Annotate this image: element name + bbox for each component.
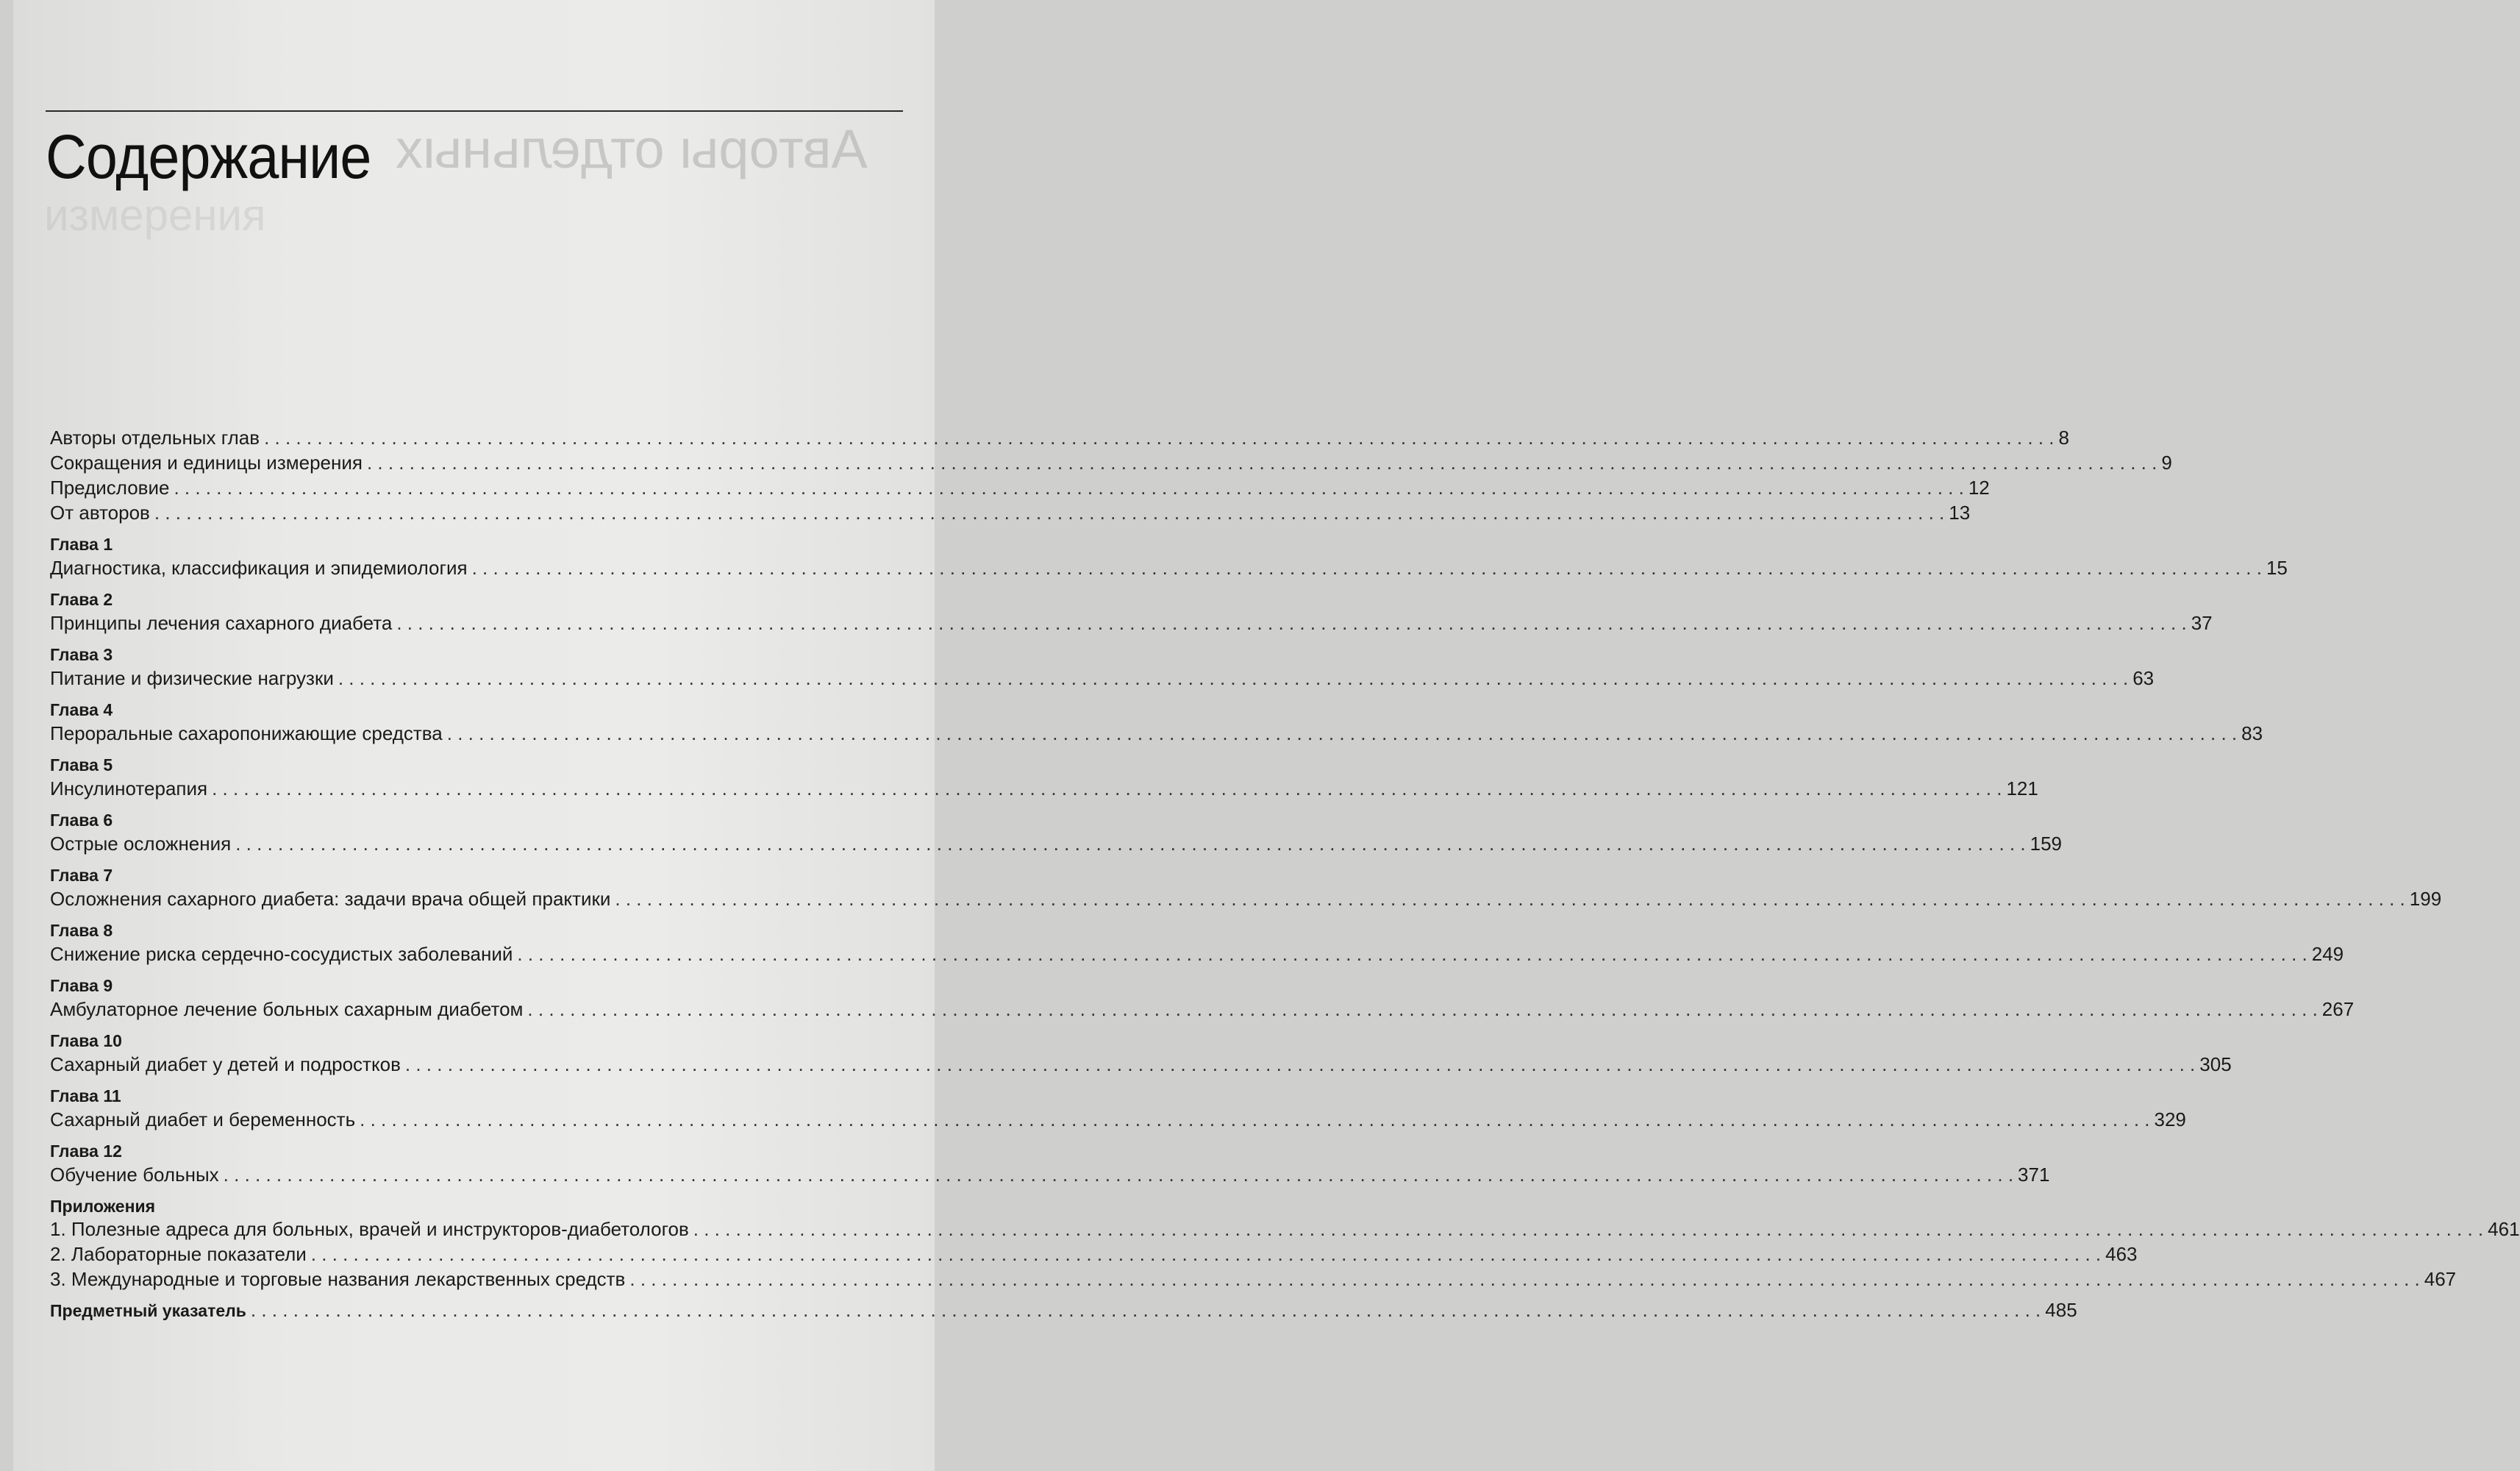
leader-dots xyxy=(251,1297,2041,1322)
appendix-label: 3. Международные и торговые названия лекарственных средств xyxy=(50,1268,626,1290)
chapter-entry[interactable] xyxy=(50,776,2038,801)
chapter-label: Снижение риска сердечно-сосудистых заболеваний xyxy=(50,943,513,965)
index-page-number: 485 xyxy=(2045,1299,2077,1321)
chapter-block xyxy=(50,644,2155,691)
appendix-entry[interactable] xyxy=(50,1242,2138,1267)
leader-dots xyxy=(212,776,2002,801)
appendix-section xyxy=(50,1196,2520,1292)
leader-dots xyxy=(264,425,2054,450)
chapter-label: Сахарный диабет у детей и подростков xyxy=(50,1053,401,1075)
index-entry[interactable] xyxy=(50,1297,2077,1323)
front-matter-label: Предисловие xyxy=(50,477,170,499)
chapter-label: Принципы лечения сахарного диабета xyxy=(50,612,393,634)
leader-dots xyxy=(396,610,2186,635)
chapter-number: Глава 7 xyxy=(50,866,113,885)
leader-dots xyxy=(367,450,2157,475)
leader-dots xyxy=(517,941,2307,966)
chapter-number: Глава 6 xyxy=(50,811,113,830)
leader-dots xyxy=(311,1242,2101,1267)
leader-dots xyxy=(405,1052,2195,1077)
front-matter-page-number: 12 xyxy=(1968,477,1990,499)
chapter-entry[interactable] xyxy=(50,666,2155,691)
chapter-block xyxy=(50,533,2288,580)
front-matter-entry[interactable] xyxy=(50,425,2069,450)
chapter-block xyxy=(50,1140,2050,1187)
chapter-number: Глава 12 xyxy=(50,1141,122,1161)
leader-dots xyxy=(693,1217,2483,1242)
chapter-number: Глава 2 xyxy=(50,590,113,609)
appendix-list xyxy=(50,1217,2520,1292)
leader-dots xyxy=(472,555,2262,580)
chapter-page-number: 267 xyxy=(2321,998,2355,1020)
table-of-contents xyxy=(50,425,2520,1323)
leader-dots xyxy=(174,475,1963,500)
chapter-label: Обучение больных xyxy=(50,1164,219,1186)
chapter-number: Глава 3 xyxy=(50,645,113,664)
bleed-through-subheading: измерения xyxy=(44,190,266,240)
chapter-page-number: 329 xyxy=(2154,1108,2186,1130)
front-matter-entry[interactable] xyxy=(50,500,1971,525)
chapter-entry[interactable] xyxy=(50,1107,2186,1132)
chapter-entry[interactable] xyxy=(50,997,2355,1022)
appendix-entry[interactable] xyxy=(50,1267,2457,1292)
chapter-number: Глава 9 xyxy=(50,976,113,995)
chapter-entry[interactable] xyxy=(50,886,2442,911)
chapter-entry[interactable] xyxy=(50,831,2062,856)
appendix-label: 1. Полезные адреса для больных, врачей и инструкторов-диабетологов xyxy=(50,1218,689,1240)
chapter-page-number: 15 xyxy=(2266,557,2288,579)
front-matter-page-number: 8 xyxy=(2058,427,2069,449)
leader-dots xyxy=(338,666,2128,691)
leader-dots xyxy=(527,997,2317,1022)
front-matter-entry[interactable] xyxy=(50,475,1990,500)
book-page xyxy=(13,0,2520,1471)
chapter-page-number: 305 xyxy=(2199,1053,2232,1075)
index-label: Предметный указатель xyxy=(50,1301,246,1320)
chapter-number: Глава 10 xyxy=(50,1031,122,1050)
page-title: Содержание xyxy=(46,122,371,191)
chapter-number: Глава 5 xyxy=(50,755,113,774)
chapter-block xyxy=(50,1030,2232,1077)
leader-dots xyxy=(629,1267,2419,1292)
chapter-page-number: 159 xyxy=(2030,833,2062,855)
appendix-label: 2. Лабораторные показатели xyxy=(50,1243,307,1265)
front-matter-label: Авторы отдельных глав xyxy=(50,427,260,449)
chapter-label: Осложнения сахарного диабета: задачи врача общей практики xyxy=(50,888,611,910)
chapter-block xyxy=(50,809,2062,856)
chapter-entry[interactable] xyxy=(50,941,2344,966)
chapter-label: Острые осложнения xyxy=(50,833,232,855)
leader-dots xyxy=(235,831,2025,856)
chapter-entry[interactable] xyxy=(50,1162,2050,1187)
chapter-entry[interactable] xyxy=(50,1052,2232,1077)
leader-dots xyxy=(447,721,2237,746)
chapter-block xyxy=(50,588,2213,635)
front-matter-page-number: 9 xyxy=(2161,452,2172,474)
chapter-number: Глава 1 xyxy=(50,535,113,554)
front-matter-list xyxy=(50,425,2172,525)
bleed-through-heading: Авторы отдельных xyxy=(396,118,868,179)
chapter-label: Амбулаторное лечение больных сахарным диабетом xyxy=(50,998,524,1020)
appendix-page-number: 467 xyxy=(2424,1268,2457,1290)
leader-dots xyxy=(224,1162,2013,1187)
chapter-block xyxy=(50,864,2442,911)
chapter-label: Пероральные сахаропонижающие средства xyxy=(50,722,443,744)
appendix-heading: Приложения xyxy=(50,1197,156,1216)
chapter-block xyxy=(50,975,2355,1022)
chapter-label: Питание и физические нагрузки xyxy=(50,667,334,689)
chapter-block xyxy=(50,919,2344,966)
chapter-number: Глава 11 xyxy=(50,1086,121,1105)
chapter-number: Глава 4 xyxy=(50,700,113,719)
chapter-page-number: 63 xyxy=(2132,667,2155,689)
appendix-entry[interactable] xyxy=(50,1217,2520,1242)
appendix-page-number: 463 xyxy=(2105,1243,2138,1265)
chapter-label: Диагностика, классификация и эпидемиология xyxy=(50,557,468,579)
chapter-page-number: 199 xyxy=(2409,888,2442,910)
chapter-block xyxy=(50,1085,2186,1132)
appendix-page-number: 461 xyxy=(2488,1218,2520,1240)
chapter-entry[interactable] xyxy=(50,555,2288,580)
chapter-page-number: 83 xyxy=(2241,722,2263,744)
chapter-page-number: 371 xyxy=(2018,1164,2050,1186)
front-matter-label: Сокращения и единицы измерения xyxy=(50,452,363,474)
chapter-block xyxy=(50,699,2263,746)
chapter-number: Глава 8 xyxy=(50,921,113,940)
leader-dots xyxy=(615,886,2405,911)
front-matter-page-number: 13 xyxy=(1949,502,1971,524)
leader-dots xyxy=(154,500,1944,525)
chapter-page-number: 121 xyxy=(2006,777,2038,799)
header-rule xyxy=(46,110,903,112)
chapter-page-number: 249 xyxy=(2311,943,2344,965)
chapter-entry[interactable] xyxy=(50,610,2213,635)
chapter-entry[interactable] xyxy=(50,721,2263,746)
leader-dots xyxy=(360,1107,2149,1132)
chapter-page-number: 37 xyxy=(2191,612,2213,634)
chapter-label: Сахарный диабет и беременность xyxy=(50,1108,356,1130)
chapter-list xyxy=(50,533,2442,1187)
chapter-label: Инсулинотерапия xyxy=(50,777,208,799)
front-matter-label: От авторов xyxy=(50,502,150,524)
chapter-block xyxy=(50,754,2038,801)
front-matter-entry[interactable] xyxy=(50,450,2172,475)
